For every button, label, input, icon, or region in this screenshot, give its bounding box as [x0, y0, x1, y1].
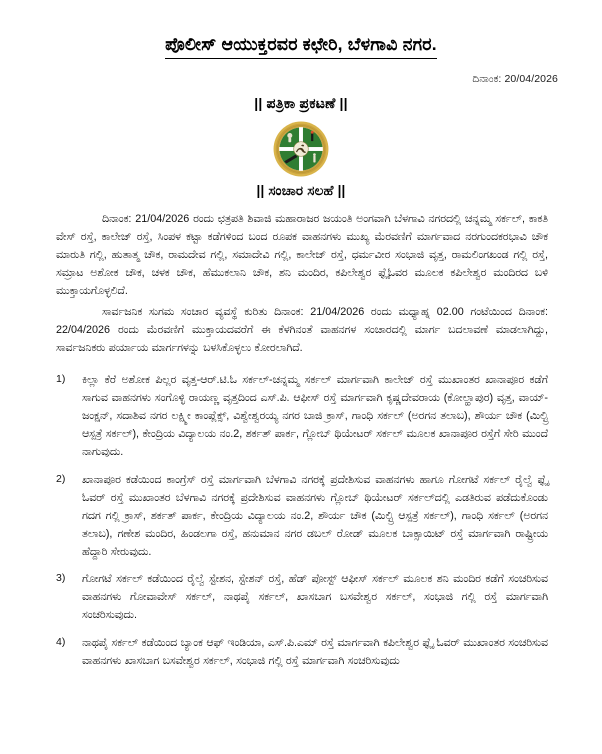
- press-release-heading: || ಪತ್ರಿಕಾ ಪ್ರಕಟಣೆ ||: [254, 94, 348, 111]
- list-item: ಖಾನಾಪೂರ ಕಡೆಯಿಂದ ಕಾಂಗ್ರೆಸ್ ರಸ್ತೆ ಮಾರ್ಗವಾಗಿ ಬೆಳಗಾವಿ ನಗರಕ್ಕೆ ಪ್ರದೇಶಿಸುವ ವಾಹನಗಳು ಹಾಗೂ ಗೋಗಟೆ ಸರ್ಕಲ್ ರೈಲ್ವೆ ಫ್ಲೈ ಓವರ್ ರಸ್ತೆ ಮುಖಾಂತರ ಬೆಳಗಾವಿ ನಗರಕ್ಕೆ ಪ್ರದೇಶಿಸುವ ವಾಹನಗಳು ಗ್ಲೋಬ್ ಥಿಯೇಟರ್ ಸರ್ಕಲ್‌ದಲ್ಲಿ ಎಡತಿರುವ ಪಡೆದುಕೊಂಡು ಗದಗ ಗಲ್ಲಿ ಕ್ರಾಸ್, ಶರ್ಕತ್ ಪಾರ್ಕ, ಕೇಂದ್ರಿಯ ವಿದ್ಯಾಲಯ ನಂ.2, ಶೌರ್ಯ ಚೌಕ (ಮಿಲ್ಟ್ರಿ ಆಸ್ಪತ್ರೆ ಸರ್ಕಲ್), ಗಾಂಧಿ ಸರ್ಕಲ್ (ಅರಗನ ತಲಾಬ), ಗಣೇಶ ಮಂದಿರ, ಹಿಂಡಲಗಾ ರಸ್ತೆ, ಹನುಮಾನ ನಗರ ಡಬಲ್ ರೋಡ್ ಮೂಲಕ ಬಾಕ್ಸಾಯಿಟ್ ರಸ್ತೆ ಮಾರ್ಗವಾಗಿ ರಾಷ್ಟ್ರೀಯ ಹೆದ್ದಾರಿ ಸೇರುವುದು.: [82, 473, 548, 558]
- advisory-list: [52, 371, 548, 670]
- page-title: [0, 0, 602, 59]
- document-date: ದಿನಾಂಕ: 20/04/2026: [472, 72, 558, 85]
- page-title-text: ಪೊಲೀಸ್ ಆಯುಕ್ತರವರ ಕಛೇರಿ, ಬೆಳಗಾವಿ ನಗರ.: [165, 34, 437, 59]
- emblem-container: [0, 121, 602, 177]
- advisory-list-container: [0, 371, 602, 670]
- diversion-notice-paragraph: ಸಾರ್ವಜನಿಕ ಸುಗಮ ಸಂಚಾರ ವ್ಯವಸ್ಥೆ ಕುರಿತು ದಿನಾಂಕ: 21/04/2026 ರಂದು ಮಧ್ಯಾಹ್ನ 02.00 ಗಂಟೆಯಿಂದ ದಿನಾಂಕ: 22/04/2026 ರಂದು ಮೆರವಣಿಗೆ ಮುಕ್ತಾಯದವರೆಗೆ ಈ ಕೆಳಗಿನಂತೆ ವಾಹನಗಳ ಸಂಚಾರದಲ್ಲಿ ಮಾರ್ಗ ಬದಲಾವಣೆ ಮಾಡಲಾಗಿದ್ದು, ಸಾರ್ವಜನಿಕರು ಪರ್ಯಾಯ ಮಾರ್ಗಗಳನ್ನು ಬಳಸಿಕೊಳ್ಳಲು ಕೋರಲಾಗಿದೆ.: [56, 305, 548, 354]
- list-item: ಗೋಗಟೆ ಸರ್ಕಲ್ ಕಡೆಯಿಂದ ರೈಲ್ವೆ ಸ್ಟೇಶನ, ಸ್ಟೇಶನ್ ರಸ್ತೆ, ಹೆಡ್ ಪೋಸ್ಟ್ ಆಫೀಸ್ ಸರ್ಕಲ್ ಮೂಲಕ ಶನಿ ಮಂದಿರ ಕಡೆಗೆ ಸಂಚರಿಸುವ ವಾಹನಗಳು ಗೋವಾವೇಸ್ ಸರ್ಕಲ್, ನಾಥಪೈ ಸರ್ಕಲ್, ಖಾಸಬಾಗ ಬಸವೇಶ್ವರ ಸರ್ಕಲ್, ಸಂಭಾಜಿ ಗಲ್ಲಿ ರಸ್ತೆ ಮಾರ್ಗವಾಗಿ ಸಂಚರಿಸುವುದು.: [82, 573, 548, 622]
- list-item: ನಾಥಪೈ ಸರ್ಕಲ್ ಕಡೆಯಿಂದ ಬ್ಯಾಂಕ ಆಫ್ ಇಂಡಿಯಾ, ಎಸ್.ಪಿ.ಎಮ್ ರಸ್ತೆ ಮಾರ್ಗವಾಗಿ ಕಪಿಲೇಶ್ವರ ಫ್ಲೈ ಓವರ್ ಮುಖಾಂತರ ಸಂಚರಿಸುವ ವಾಹನಗಳು ಖಾಸಬಾಗ ಬಸವೇಶ್ವರ ಸರ್ಕಲ್, ಸಂಭಾಜಿ ಗಲ್ಲಿ ರಸ್ತೆ ಮಾರ್ಗವಾಗಿ ಸಂಚರಿಸುವುದು: [82, 636, 548, 667]
- belagavi-traffic-police-emblem-icon: [273, 121, 329, 177]
- body-content: [0, 210, 602, 357]
- list-item: ಕಿಲ್ಲಾ ಕೆರೆ ಅಶೋಕ ಪಿಲ್ಲರ ವೃತ್ತ-ಆರ್.ಟಿ.ಓ ಸರ್ಕಲ್-ಚನ್ನಮ್ಮ ಸರ್ಕಲ್ ಮಾರ್ಗವಾಗಿ ಕಾಲೇಜ್ ರಸ್ತೆ ಮುಖಾಂತರ ಖಾನಾಪೂರ ಕಡೆಗೆ ಸಾಗುವ ವಾಹನಗಳು ಸಂಗೊಳ್ಳಿ ರಾಯಣ್ಣ ವೃತ್ತದಿಂದ ಎಸ್.ಪಿ. ಆಫೀಸ್ ರಸ್ತೆ ಮಾರ್ಗವಾಗಿ ಕೃಷ್ಣದೇವರಾಯ (ಕೋಲ್ಹಾಪುರ) ವೃತ್ತ, ವಾಯ್-ಜಂಕ್ಷನ್, ಸದಾಶಿವ ನಗರ ಲಕ್ಷ್ಮೀ ಕಾಂಪ್ಲೆಕ್ಸ್, ವಿಶ್ವೇಶ್ವರಯ್ಯ ನಗರ ಬಾಜಿ ಕ್ರಾಸ್, ಗಾಂಧಿ ಸರ್ಕಲ್ (ಅರಗನ ತಲಾಬ), ಶೌರ್ಯ ಚೌಕ (ಮಿಲ್ಟ್ರಿ ಆಸ್ಪತ್ರೆ ಸರ್ಕಲ್), ಕೇಂದ್ರಿಯ ವಿದ್ಯಾಲಯ ನಂ.2, ಶರ್ಕತ್ ಪಾರ್ಕ, ಗ್ಲೋಬ್ ಥಿಯೇಟರ್ ಸರ್ಕಲ್ ಮೂಲಕ ಖಾನಾಪೂರ ರಸ್ತೆಗೆ ಸೇರಿ ಮುಂದೆ ನಾಗುವುದು.: [82, 373, 548, 459]
- intro-paragraph: ದಿನಾಂಕ: 21/04/2026 ರಂದು ಛತ್ರಪತಿ ಶಿವಾಜಿ ಮಹಾರಾಜರ ಜಯಂತಿ ಅಂಗವಾಗಿ ಬೆಳಗಾವಿ ನಗರದಲ್ಲಿ ಚನ್ನಮ್ಮ ಸರ್ಕಲ್, ಕಾಕತಿ ವೇಸ್ ರಸ್ತೆ, ಕಾಲೇಜ್ ರಸ್ತೆ, ಸಿಂಪಳ ಕಟ್ಟಾ ಕಡೆಗಳಿಂದ ಬಂದ ರೂಪಕ ವಾಹನಗಳು ಮುಖ್ಯ ಮೆರವಣಿಗೆ ಮಾರ್ಗವಾದ ನರಗುಂದಕರಭಾವಿ ಚೌಕ ಮಾರುತಿ ಗಲ್ಲಿ, ಹುತಾತ್ಮ ಚೌಕ, ರಾಮದೇವ ಗಲ್ಲಿ, ಸಮಾದೇವಿ ಗಲ್ಲಿ, ಕಾಲೇಜ್ ರಸ್ತೆ, ಧರ್ಮವೀರ ಸಂಭಾಜಿ ವೃತ್ತ, ರಾಮಲಿಂಗಖಂಡ ಗಲ್ಲಿ ರಸ್ತೆ, ಸಮ್ರಾಟ ಅಶೋಕ ಚೌಕ, ಚಳಕ ಚೌಕ, ಹೆಮುಕಲಾನಿ ಚೌಕ, ಶನಿ ಮಂದಿರ, ಕಪಿಲೇಶ್ವರ ಫ್ಲೈಓವರ ಮೂಲಕ ಕಪಿಲೇಶ್ವರ ಮಂದಿರದ ಬಳಿ ಮುಕ್ತಾಯಗೊಳ್ಳಲಿದೆ.: [56, 212, 548, 298]
- traffic-advisory-heading: || ಸಂಚಾರ ಸಲಹೆ ||: [256, 182, 346, 198]
